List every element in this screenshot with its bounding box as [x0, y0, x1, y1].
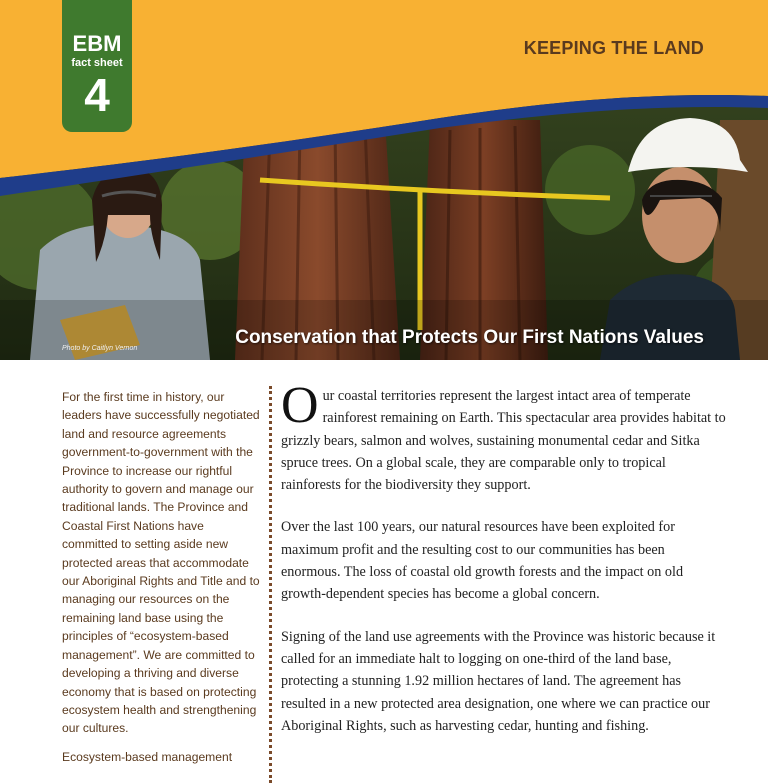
- section-title: KEEPING THE LAND: [523, 38, 704, 58]
- column-divider: [269, 386, 272, 783]
- badge-number: 4: [84, 69, 110, 121]
- sidebar-paragraph: Ecosystem-based management: [62, 749, 233, 764]
- main-paragraph-1-text: ur coastal territories represent the largest intact area of temperate rainforest remaining on Earth. This spectacular area provides habitat to grizzly bears, salmon and wolves, sustaining monumental cedar and Sitka spruce trees. On a global scale, they are comparable only to tropical rainforests for the biodiversity they support.: [281, 388, 726, 494]
- sidebar-paragraph: For the first time in history, our leaders have successfully negotiated land and resource agreements government-to-government with the Province to increase our rightful authority to govern and manage our traditional lands. The Province and Coastal First Nations have committed to setting aside new protected areas that accommodate our Aboriginal Rights and Title and to managing our resources on the remaining land base using the principles of “ecosystem-based management”. We are committed to developing a thriving and diverse economy that is based on protecting ecosystem health and strengthening our cultures.: [62, 390, 260, 736]
- badge-title: EBM: [72, 31, 122, 56]
- badge-subtitle: fact sheet: [71, 57, 123, 69]
- main-column: [281, 377, 726, 737]
- photo-credit: Photo by Caitlyn Vernon: [62, 345, 138, 352]
- drop-cap: O: [281, 377, 319, 434]
- sidebar-column: [62, 388, 262, 766]
- photo-caption: Conservation that Protects Our First Nations Values: [235, 327, 704, 348]
- header-banner: [0, 0, 768, 360]
- main-paragraph-3: Signing of the land use agreements with the Province was historic because it called for an immediate halt to logging on one-third of the land base, protecting a stunning 1.92 million hectares of land. The agreement has resulted in a new protected area designation, one where we can practice our Aboriginal Rights, such as harvesting cedar, hunting and fishing.: [281, 628, 716, 734]
- ebm-fact-sheet-badge: [62, 0, 132, 132]
- main-paragraph-2: Over the last 100 years, our natural resources have been exploited for maximum profit and the resulting cost to our communities has been enormous. The loss of coastal old growth forests and the impact on old growth-dependent species has become a global concern.: [281, 519, 684, 603]
- main-paragraph-1: [281, 377, 726, 496]
